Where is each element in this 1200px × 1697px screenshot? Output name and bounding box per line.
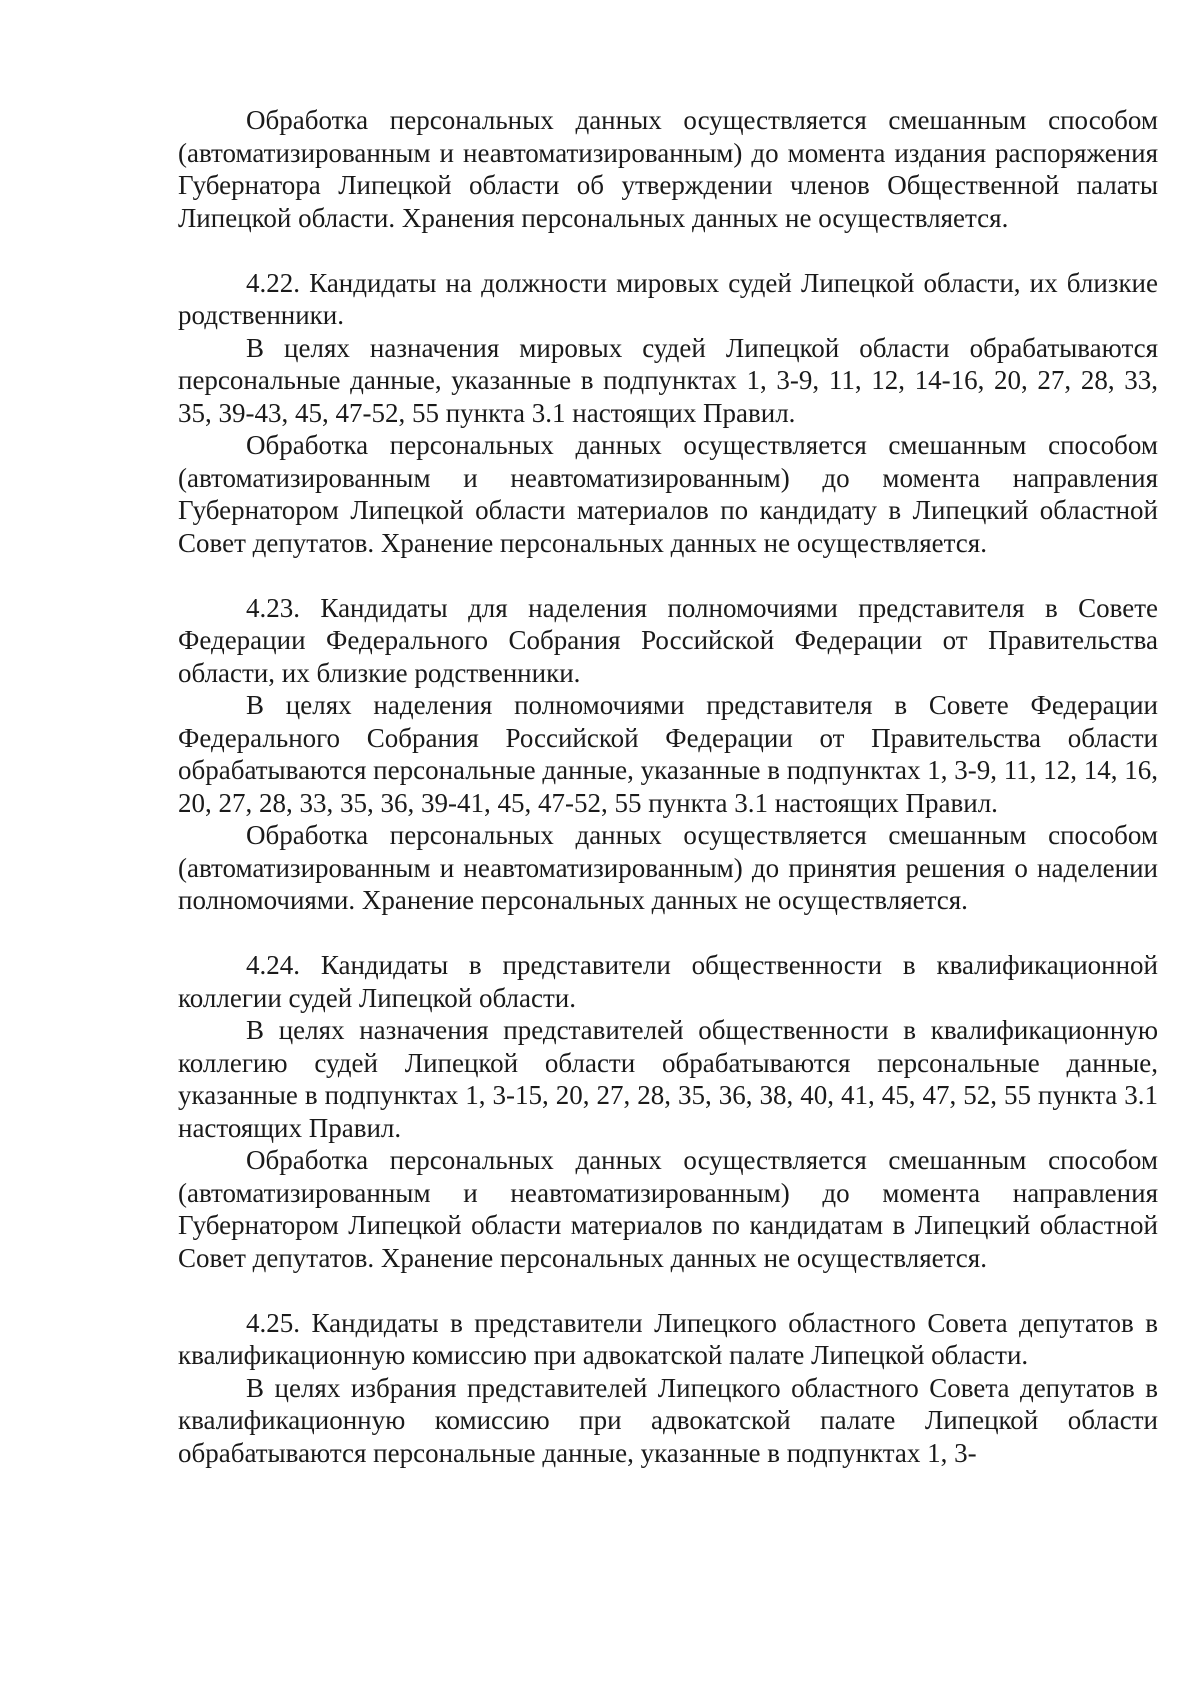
section-4-22 bbox=[178, 267, 1158, 560]
section-gap bbox=[178, 234, 1158, 267]
section-gap bbox=[178, 1274, 1158, 1307]
document-body bbox=[178, 104, 1158, 1469]
section-heading: 4.24. Кандидаты в представители общественности в квалификационной коллегии судей Липецкой области. bbox=[178, 950, 1158, 1013]
paragraph: Обработка персональных данных осуществляется смешанным способом (автоматизированным и неавтоматизированным) до момента направления Губернатором Липецкой области материалов по кандидату в Липецкий областной Совет депутатов. Хранение персональных данных не осуществляется. bbox=[178, 430, 1158, 558]
section-4-23 bbox=[178, 592, 1158, 917]
paragraph: Обработка персональных данных осуществляется смешанным способом (автоматизированным и неавтоматизированным) до принятия решения о наделении полномочиями. Хранение персональных данных не осуществляется. bbox=[178, 820, 1158, 915]
paragraph: В целях наделения полномочиями представителя в Совете Федерации Федерального Собрания Российской Федерации от Правительства области обрабатываются персональные данные, указанные в подпунктах 1, 3-9, 11, 12, 14, 16, 20, 27, 28, 33, 35, 36, 39-41, 45, 47-52, 55 пункта 3.1 настоящих Правил. bbox=[178, 690, 1158, 818]
section-public-chamber-tail bbox=[178, 104, 1158, 234]
paragraph: В целях назначения мировых судей Липецкой области обрабатываются персональные данные, указанные в подпунктах 1, 3-9, 11, 12, 14-16, 20, 27, 28, 33, 35, 39-43, 45, 47-52, 55 пункта 3.1 настоящих Правил. bbox=[178, 332, 1158, 428]
section-heading: 4.22. Кандидаты на должности мировых судей Липецкой области, их близкие родственники. bbox=[178, 267, 1158, 330]
section-4-24 bbox=[178, 949, 1158, 1274]
section-gap bbox=[178, 917, 1158, 950]
paragraph: В целях назначения представителей общественности в квалификационную коллегию судей Липецкой области обрабатываются персональные данные, указанные в подпунктах 1, 3-15, 20, 27, 28, 35, 36, 38, 40, 41, 45, 47, 52, 55 пункта 3.1 настоящих Правил. bbox=[178, 1015, 1158, 1143]
paragraph: Обработка персональных данных осуществляется смешанным способом (автоматизированным и неавтоматизированным) до момента издания распоряжения Губернатора Липецкой области об утверждении членов Общественной палаты Липецкой области. Хранения персональных данных не осуществляется. bbox=[178, 105, 1158, 233]
section-heading: 4.25. Кандидаты в представители Липецкого областного Совета депутатов в квалификационную комиссию при адвокатской палате Липецкой области. bbox=[178, 1307, 1158, 1370]
paragraph: Обработка персональных данных осуществляется смешанным способом (автоматизированным и неавтоматизированным) до момента направления Губернатором Липецкой области материалов по кандидатам в Липецкий областной Совет депутатов. Хранение персональных данных не осуществляется. bbox=[178, 1145, 1158, 1273]
paragraph: В целях избрания представителей Липецкого областного Совета депутатов в квалификационную комиссию при адвокатской палате Липецкой области обрабатываются персональные данные, указанные в подпунктах 1, 3- bbox=[178, 1372, 1158, 1468]
section-gap bbox=[178, 559, 1158, 592]
section-heading: 4.23. Кандидаты для наделения полномочиями представителя в Совете Федерации Федерального Собрания Российской Федерации от Правительства области, их близкие родственники. bbox=[178, 592, 1158, 688]
section-4-25 bbox=[178, 1307, 1158, 1470]
